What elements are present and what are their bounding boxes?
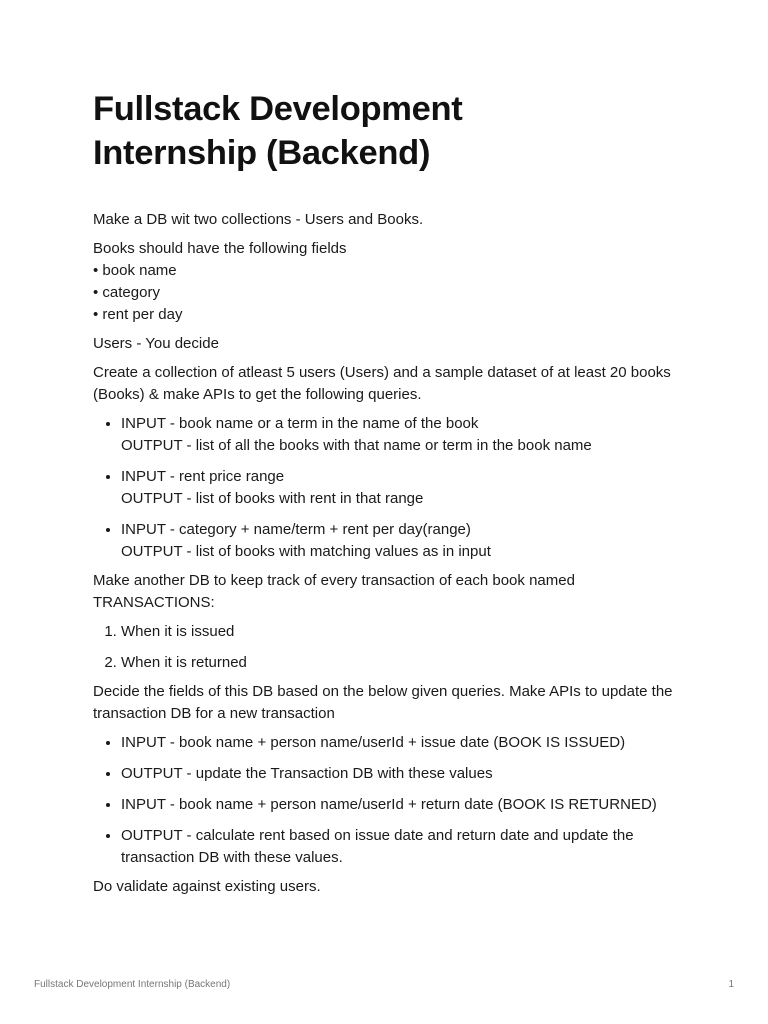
query-output: OUTPUT - list of all the books with that name or term in the book name: [121, 437, 592, 454]
document-body: [93, 209, 683, 898]
validate-note-paragraph: Do validate against existing users.: [93, 878, 321, 895]
transaction-api-item: • INPUT - book name + person name/userId + return date (BOOK IS RETURNED): [121, 794, 683, 816]
books-field-item: • book name: [93, 262, 177, 279]
users-note-paragraph: Users - You decide: [93, 335, 219, 352]
create-collection-paragraph: Create a collection of atleast 5 users (Users) and a sample dataset of at least 20 books (Books) & make APIs to get the following queries.: [93, 364, 671, 403]
page-footer: [34, 978, 734, 992]
books-field-item: • category: [93, 284, 160, 301]
document-content: [93, 87, 683, 905]
query-input: • INPUT - category + name/term + rent per day(range): [121, 521, 471, 538]
query-item: [121, 466, 683, 510]
transaction-event-item: 1. When it is issued: [121, 621, 683, 643]
books-fields-paragraph: [93, 238, 683, 326]
intro-paragraph: Make a DB wit two collections - Users and Books.: [93, 211, 424, 228]
transactions-intro-paragraph: Make another DB to keep track of every transaction of each book named TRANSACTIONS:: [93, 572, 575, 611]
query-output: OUTPUT - list of books with matching values as in input: [121, 543, 491, 560]
transaction-event-item: 2. When it is returned: [121, 652, 683, 674]
transaction-events-list: [93, 621, 683, 674]
footer-title: Fullstack Development Internship (Backend): [34, 979, 231, 990]
transaction-api-item: • INPUT - book name + person name/userId + issue date (BOOK IS ISSUED): [121, 732, 683, 754]
title-line-1: Fullstack Development: [93, 90, 463, 128]
title-line-2: Internship (Backend): [93, 134, 431, 172]
page-title: [93, 87, 683, 175]
transaction-api-list: [93, 732, 683, 869]
query-item: [121, 413, 683, 457]
page-number: 1: [728, 979, 734, 990]
query-input: • INPUT - rent price range: [121, 468, 285, 485]
query-input: • INPUT - book name or a term in the name of the book: [121, 415, 479, 432]
transaction-api-item: • OUTPUT - update the Transaction DB with these values: [121, 763, 683, 785]
decide-fields-paragraph: Decide the fields of this DB based on the below given queries. Make APIs to update the transaction DB for a new transaction: [93, 683, 673, 722]
transaction-api-item: • OUTPUT - calculate rent based on issue date and return date and update the transaction DB with these values.: [121, 825, 683, 869]
query-item: [121, 519, 683, 563]
query-output: OUTPUT - list of books with rent in that range: [121, 490, 424, 507]
query-list: [93, 413, 683, 563]
books-field-item: • rent per day: [93, 306, 183, 323]
books-fields-heading: Books should have the following fields: [93, 240, 347, 257]
